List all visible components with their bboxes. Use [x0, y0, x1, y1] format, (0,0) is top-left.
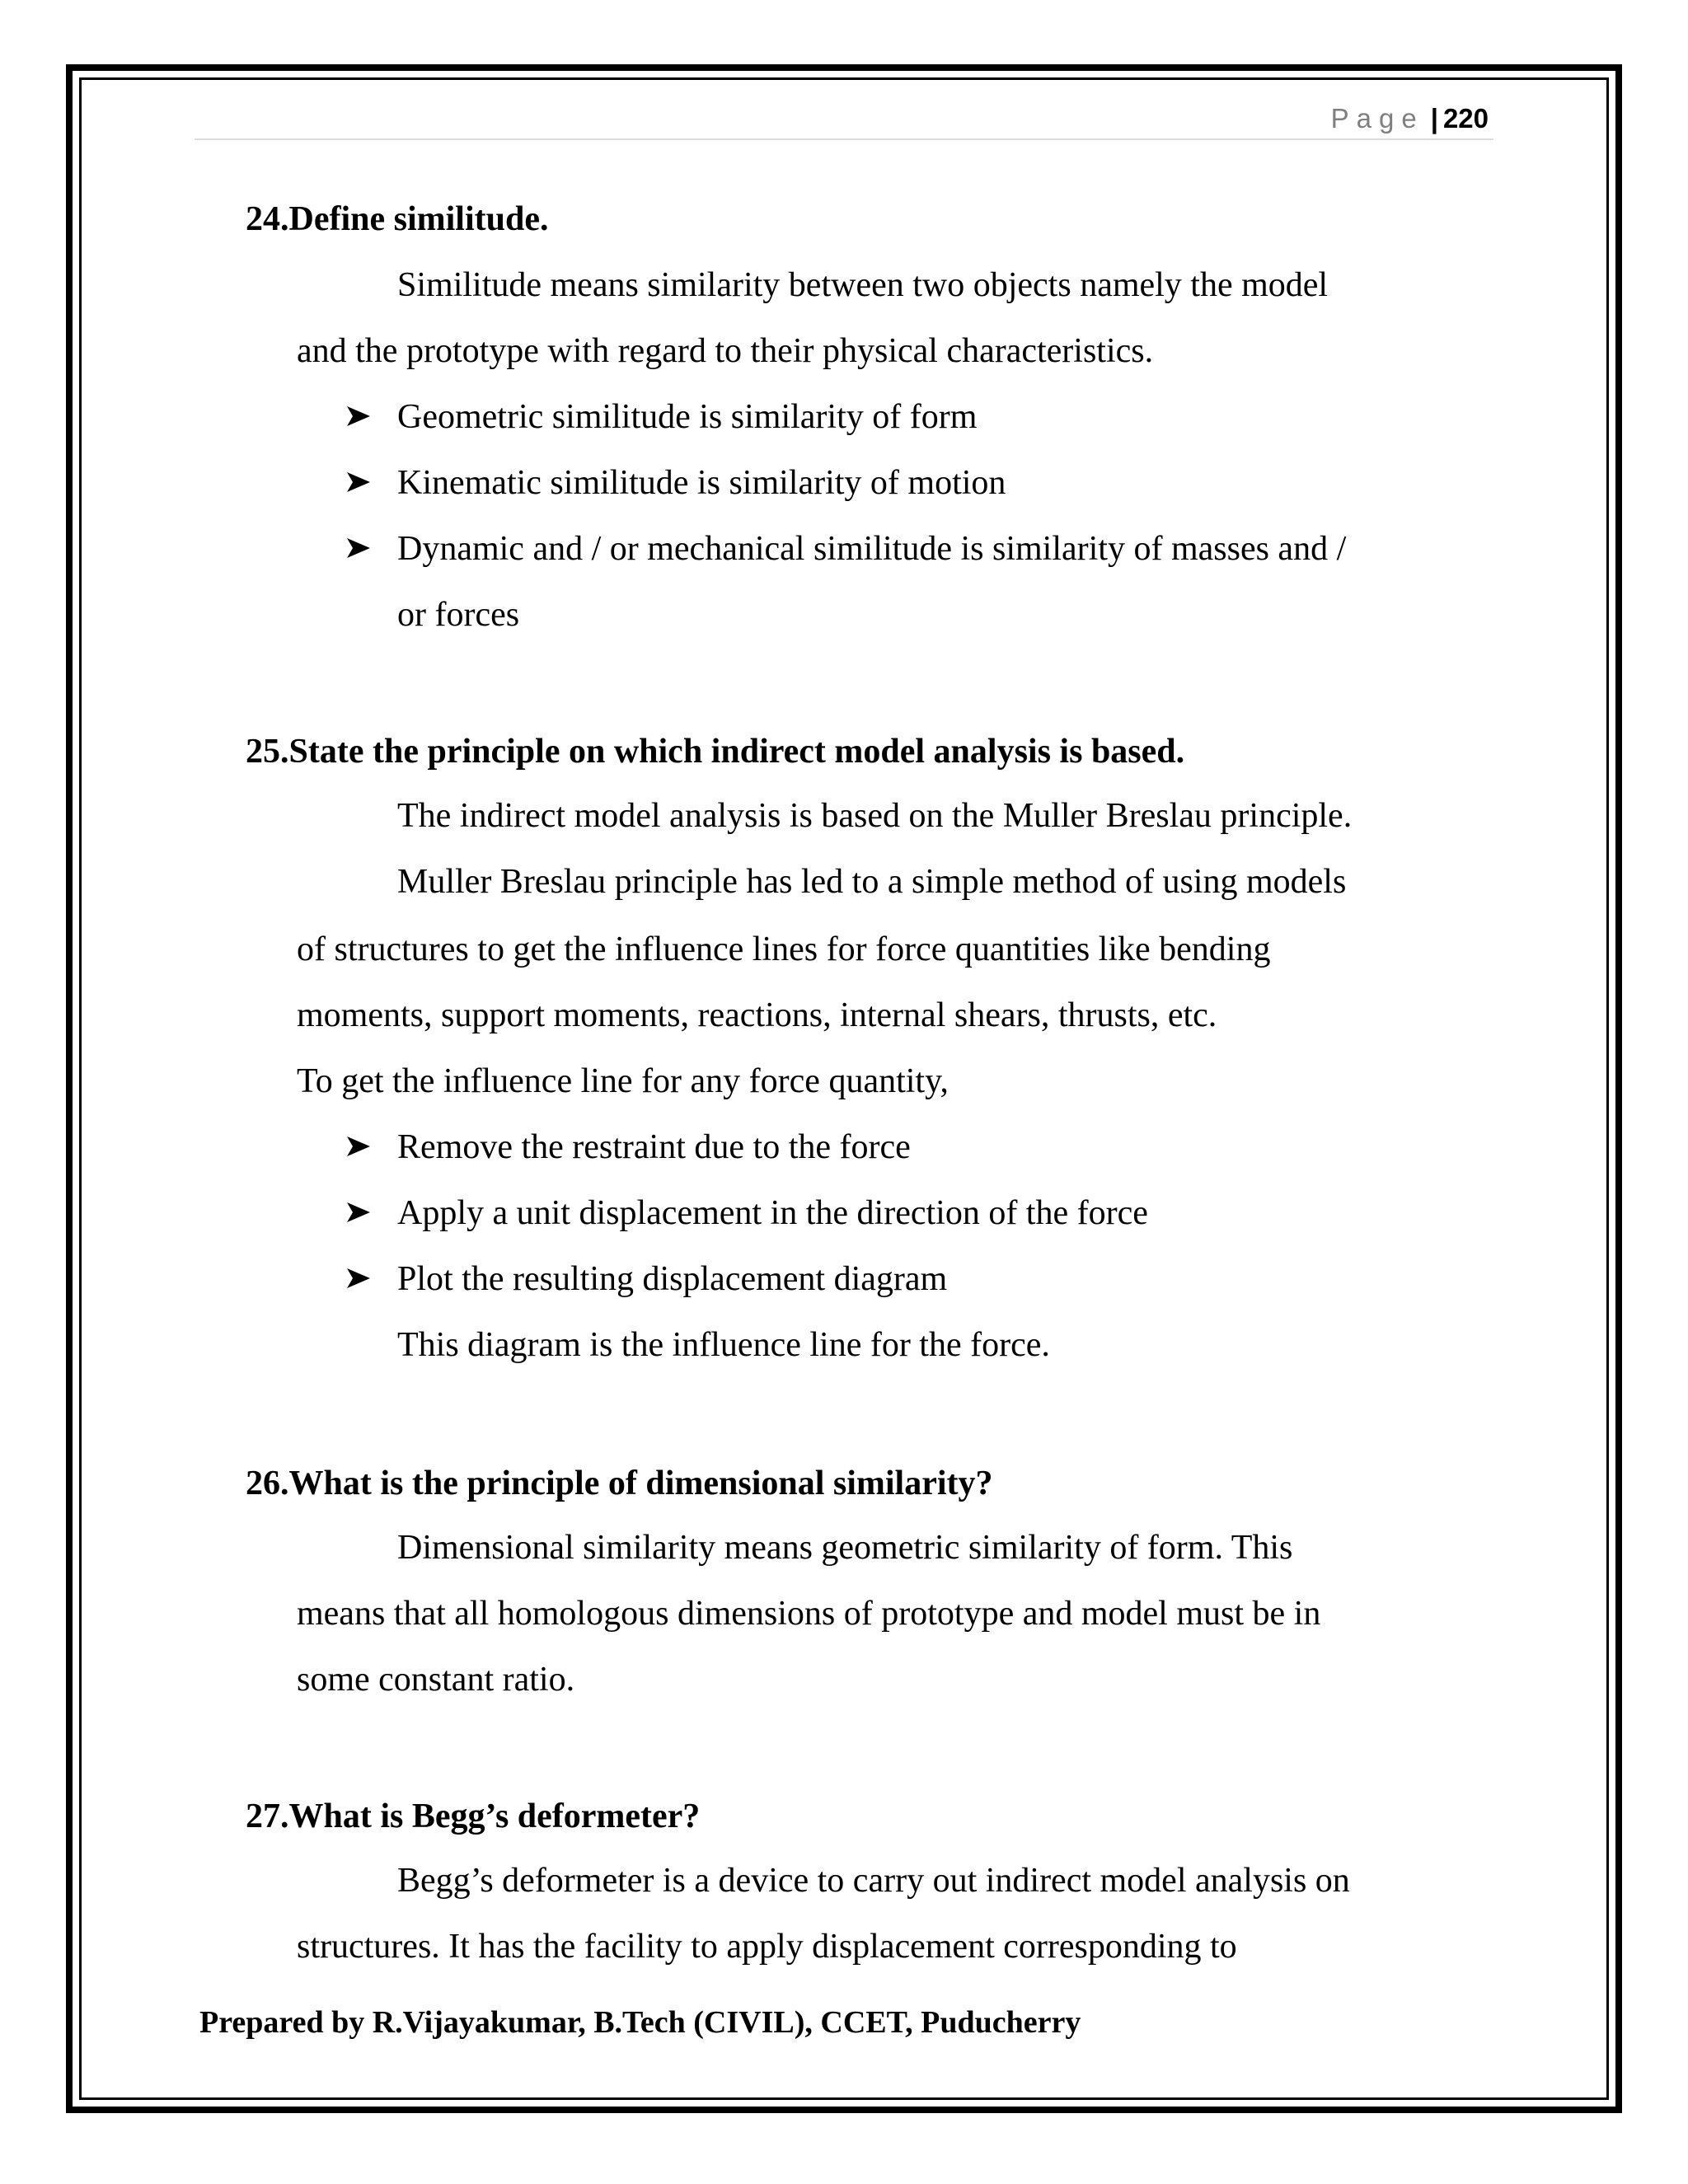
- footer-credit: Prepared by R.Vijayakumar, B.Tech (CIVIL), CCET, Puducherry: [199, 2005, 1081, 2040]
- q26-paragraph-line-3: some constant ratio.: [297, 1661, 575, 1699]
- page-separator: |: [1430, 103, 1438, 134]
- q27-paragraph-line-1: Begg’s deformeter is a device to carry out indirect model analysis on: [397, 1862, 1350, 1900]
- arrowhead-bullet-icon: [346, 1202, 371, 1223]
- question-27-heading: 27.What is Begg’s deformeter?: [246, 1797, 701, 1835]
- arrowhead-bullet-icon: [346, 405, 371, 427]
- q24-bullet-1: Geometric similitude is similarity of form: [397, 398, 978, 436]
- q25-bullet-1: Remove the restraint due to the force: [397, 1128, 911, 1166]
- q25-paragraph-line-5: To get the influence line for any force quantity,: [297, 1062, 949, 1100]
- q24-bullet-3-continued: or forces: [397, 596, 520, 634]
- q25-paragraph-line-6: This diagram is the influence line for the force.: [397, 1326, 1050, 1364]
- question-26-heading: 26.What is the principle of dimensional similarity?: [246, 1465, 993, 1502]
- q25-paragraph-line-3: of structures to get the influence lines for force quantities like bending: [297, 930, 1271, 968]
- arrowhead-bullet-icon: [346, 471, 371, 493]
- q26-paragraph-line-2: means that all homologous dimensions of prototype and model must be in: [297, 1595, 1321, 1633]
- arrowhead-bullet-icon: [346, 1136, 371, 1157]
- q25-paragraph-line-4: moments, support moments, reactions, internal shears, thrusts, etc.: [297, 996, 1217, 1034]
- page-label: Page: [1330, 103, 1424, 134]
- page-number: 220: [1442, 103, 1489, 134]
- arrowhead-bullet-icon: [346, 1268, 371, 1289]
- page-header: [195, 97, 1493, 140]
- q27-paragraph-line-2: structures. It has the facility to apply displacement corresponding to: [297, 1928, 1237, 1966]
- q25-paragraph-line-2: Muller Breslau principle has led to a simple method of using models: [397, 863, 1347, 901]
- arrowhead-bullet-icon: [346, 537, 371, 559]
- question-25-heading: 25.State the principle on which indirect model analysis is based.: [246, 733, 1185, 771]
- q25-bullet-3: Plot the resulting displacement diagram: [397, 1260, 948, 1298]
- q24-bullet-3: Dynamic and / or mechanical similitude is similarity of masses and /: [397, 530, 1347, 568]
- q25-paragraph-line-1: The indirect model analysis is based on the Muller Breslau principle.: [397, 797, 1353, 835]
- q24-paragraph-line-1: Similitude means similarity between two objects namely the model: [397, 266, 1329, 304]
- q26-paragraph-line-1: Dimensional similarity means geometric similarity of form. This: [397, 1529, 1293, 1567]
- q24-bullet-2: Kinematic similitude is similarity of motion: [397, 464, 1006, 502]
- q25-bullet-2: Apply a unit displacement in the direction of the force: [397, 1194, 1148, 1232]
- question-24-heading: 24.Define similitude.: [246, 200, 549, 238]
- q24-paragraph-line-2: and the prototype with regard to their physical characteristics.: [297, 332, 1154, 370]
